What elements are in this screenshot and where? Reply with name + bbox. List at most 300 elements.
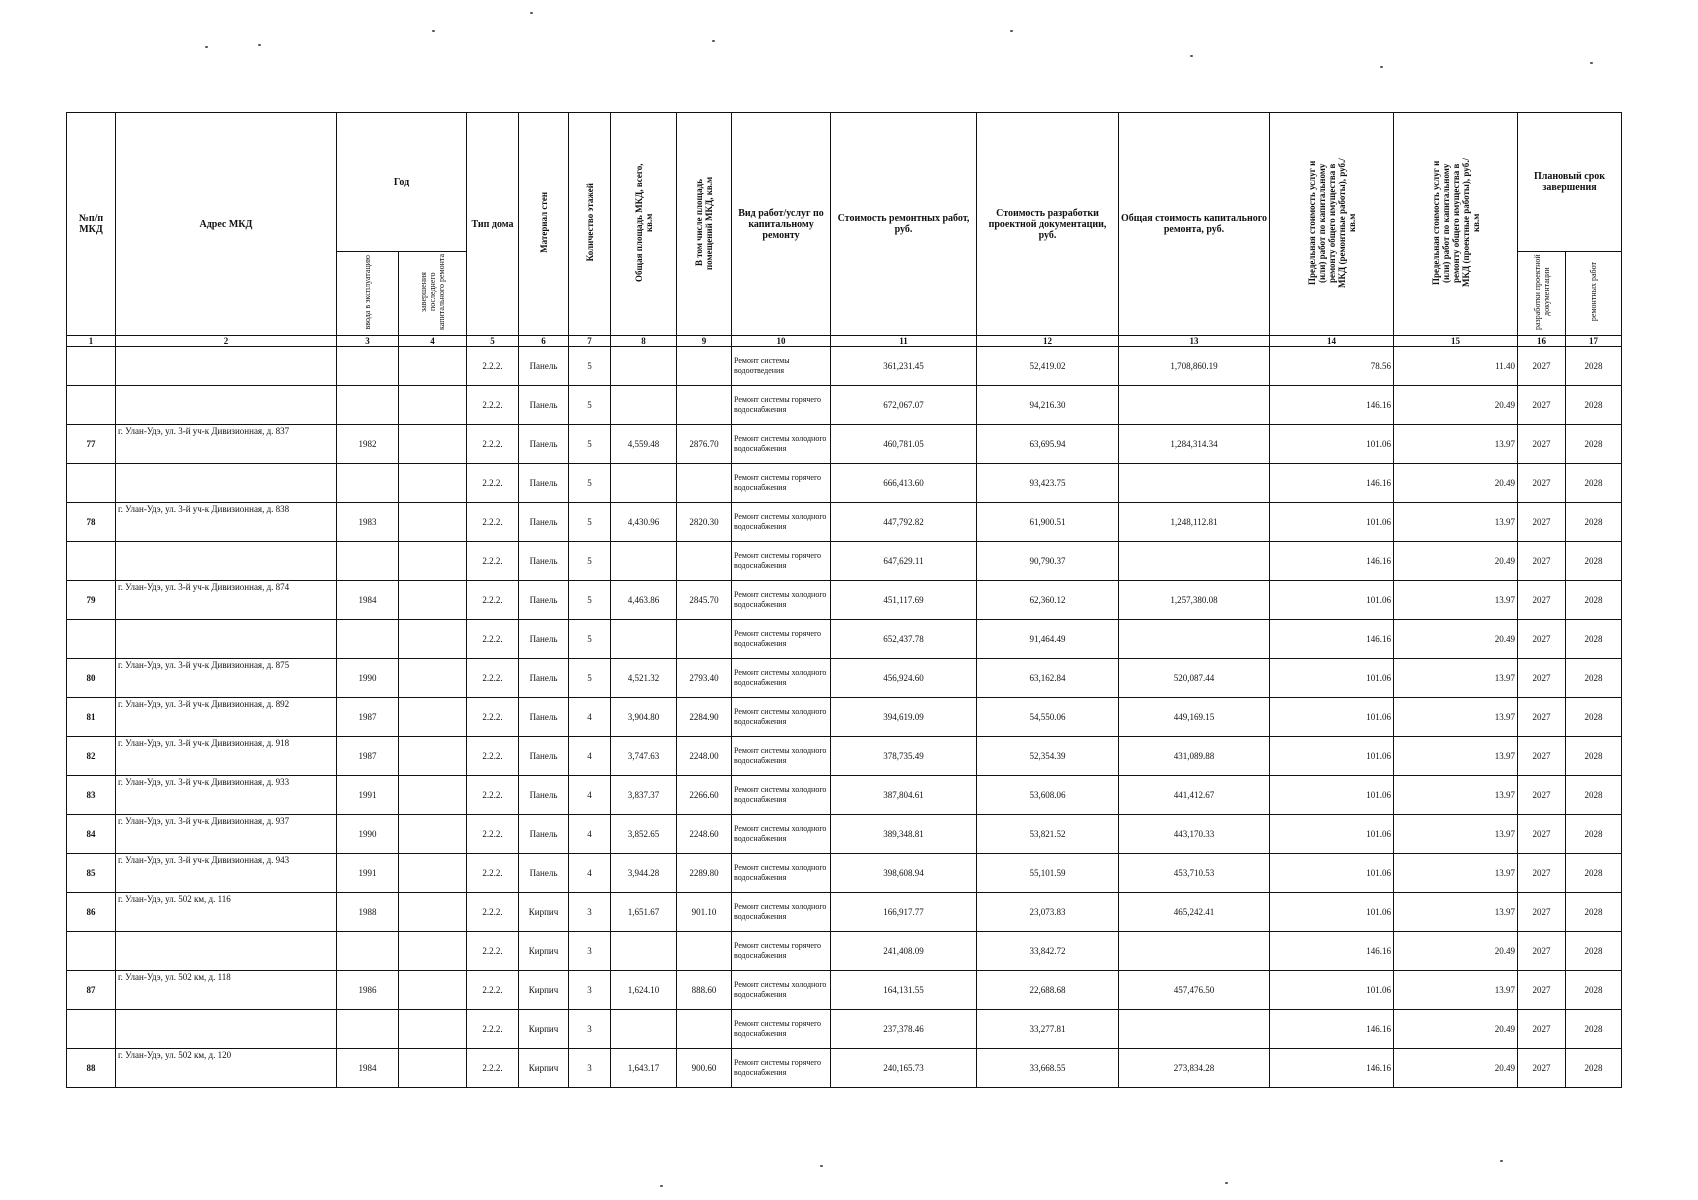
cell-year-last-repair: [399, 815, 467, 854]
scan-speck: [820, 1165, 823, 1167]
cell-address: [116, 1010, 337, 1049]
cell-address: г. Улан-Удэ, ул. 502 км, д. 118: [116, 971, 337, 1010]
cell-total-cost: 1,708,860.19: [1119, 347, 1270, 386]
cell-num: 84: [67, 815, 116, 854]
cell-work-type: Ремонт системы горячего водоснабжения: [732, 620, 831, 659]
cell-repair-cost: 460,781.05: [831, 425, 977, 464]
cell-address: [116, 932, 337, 971]
cell-address: г. Улан-Удэ, ул. 3-й уч-к Дивизионная, д. 837: [116, 425, 337, 464]
cell-work-type: Ремонт системы холодного водоснабжения: [732, 815, 831, 854]
cell-work-type: Ремонт системы холодного водоснабжения: [732, 737, 831, 776]
cell-floors: 3: [569, 893, 611, 932]
cell-floors: 5: [569, 659, 611, 698]
cell-deadline-design: 2027: [1518, 347, 1566, 386]
cell-premises-area: [677, 464, 732, 503]
cell-total-cost: [1119, 620, 1270, 659]
cell-house-type: 2.2.2.: [467, 425, 519, 464]
cell-work-type: Ремонт системы холодного водоснабжения: [732, 503, 831, 542]
cell-deadline-design: 2027: [1518, 581, 1566, 620]
cell-design-cost: 55,101.59: [977, 854, 1119, 893]
cell-total-area: 1,651.67: [611, 893, 677, 932]
table-row: [67, 698, 1622, 737]
cell-num: 85: [67, 854, 116, 893]
cell-total-cost: 465,242.41: [1119, 893, 1270, 932]
cell-work-type: Ремонт системы холодного водоснабжения: [732, 971, 831, 1010]
cell-num: 81: [67, 698, 116, 737]
cell-year-last-repair: [399, 581, 467, 620]
scan-speck: [432, 30, 435, 32]
cell-house-type: 2.2.2.: [467, 815, 519, 854]
cell-deadline-design: 2027: [1518, 737, 1566, 776]
cell-year-commission: 1986: [337, 971, 399, 1010]
cell-repair-cost: 237,378.46: [831, 1010, 977, 1049]
cell-design-cost: 52,354.39: [977, 737, 1119, 776]
cell-floors: 5: [569, 464, 611, 503]
cell-deadline-design: 2027: [1518, 698, 1566, 737]
column-number: 15: [1394, 336, 1518, 347]
header-limit-design-text: Предельная стоимость услуг и (или) работ по капитальному ремонту общего имущества в МКД (проектные работы), руб./кв.м: [1430, 158, 1481, 287]
cell-deadline-design: 2027: [1518, 464, 1566, 503]
cell-wall-material: Панель: [519, 503, 569, 542]
cell-repair-cost: 666,413.60: [831, 464, 977, 503]
cell-repair-cost: 361,231.45: [831, 347, 977, 386]
table-body: [67, 347, 1622, 1088]
cell-limit-repair: 146.16: [1270, 620, 1394, 659]
column-number: 6: [519, 336, 569, 347]
cell-limit-repair: 146.16: [1270, 464, 1394, 503]
header-floors: [569, 113, 611, 336]
cell-total-area: 3,904.80: [611, 698, 677, 737]
cell-repair-cost: 387,804.61: [831, 776, 977, 815]
cell-total-area: 4,521.32: [611, 659, 677, 698]
cell-design-cost: 63,162.84: [977, 659, 1119, 698]
cell-limit-repair: 101.06: [1270, 815, 1394, 854]
cell-total-cost: [1119, 932, 1270, 971]
cell-wall-material: Панель: [519, 386, 569, 425]
cell-wall-material: Панель: [519, 347, 569, 386]
header-address: Адрес МКД: [116, 113, 337, 336]
cell-address: г. Улан-Удэ, ул. 3-й уч-к Дивизионная, д. 892: [116, 698, 337, 737]
subheader-deadline-works-text: ремонтных работ: [1589, 262, 1599, 322]
cell-deadline-design: 2027: [1518, 1049, 1566, 1088]
cell-floors: 4: [569, 776, 611, 815]
cell-house-type: 2.2.2.: [467, 542, 519, 581]
table-row: [67, 1049, 1622, 1088]
header-total-cost: Общая стоимость капитального ремонта, руб.: [1119, 113, 1270, 336]
cell-total-area: [611, 386, 677, 425]
column-number: 8: [611, 336, 677, 347]
scan-speck: [1190, 55, 1193, 57]
subheader-year-commission-text: ввода в эксплуатацию: [363, 254, 372, 330]
column-number: 9: [677, 336, 732, 347]
cell-limit-repair: 78.56: [1270, 347, 1394, 386]
cell-deadline-design: 2027: [1518, 503, 1566, 542]
cell-design-cost: 23,073.83: [977, 893, 1119, 932]
cell-work-type: Ремонт системы холодного водоснабжения: [732, 659, 831, 698]
cell-total-area: 4,559.48: [611, 425, 677, 464]
cell-deadline-works: 2028: [1566, 698, 1622, 737]
cell-year-last-repair: [399, 620, 467, 659]
cell-repair-cost: 652,437.78: [831, 620, 977, 659]
cell-total-area: 3,944.28: [611, 854, 677, 893]
cell-deadline-design: 2027: [1518, 386, 1566, 425]
cell-year-commission: 1987: [337, 737, 399, 776]
cell-total-area: 4,430.96: [611, 503, 677, 542]
header-year: Год: [337, 113, 467, 252]
cell-limit-design: 13.97: [1394, 659, 1518, 698]
scan-speck: [712, 40, 715, 42]
cell-premises-area: 900.60: [677, 1049, 732, 1088]
cell-design-cost: 52,419.02: [977, 347, 1119, 386]
table-row: [67, 542, 1622, 581]
cell-limit-design: 13.97: [1394, 581, 1518, 620]
cell-year-last-repair: [399, 503, 467, 542]
cell-total-cost: 1,284,314.34: [1119, 425, 1270, 464]
header-design-cost: Стоимость разработки проектной документации, руб.: [977, 113, 1119, 336]
column-number: 4: [399, 336, 467, 347]
cell-floors: 4: [569, 854, 611, 893]
cell-repair-cost: 389,348.81: [831, 815, 977, 854]
cell-design-cost: 94,216.30: [977, 386, 1119, 425]
cell-year-last-repair: [399, 425, 467, 464]
cell-total-cost: 431,089.88: [1119, 737, 1270, 776]
cell-design-cost: 91,464.49: [977, 620, 1119, 659]
cell-year-last-repair: [399, 737, 467, 776]
cell-deadline-works: 2028: [1566, 503, 1622, 542]
cell-total-area: 3,852.65: [611, 815, 677, 854]
cell-total-area: 1,624.10: [611, 971, 677, 1010]
cell-deadline-works: 2028: [1566, 386, 1622, 425]
cell-limit-design: 11.40: [1394, 347, 1518, 386]
cell-num: 80: [67, 659, 116, 698]
header-total-area-text: Общая площадь МКД, всего, кв.м: [633, 163, 654, 282]
cell-total-cost: 1,257,380.08: [1119, 581, 1270, 620]
cell-limit-repair: 146.16: [1270, 542, 1394, 581]
cell-num: [67, 464, 116, 503]
cell-limit-design: 13.97: [1394, 737, 1518, 776]
table-row: [67, 737, 1622, 776]
cell-deadline-works: 2028: [1566, 815, 1622, 854]
cell-house-type: 2.2.2.: [467, 1049, 519, 1088]
cell-premises-area: [677, 542, 732, 581]
cell-year-commission: [337, 542, 399, 581]
cell-year-last-repair: [399, 932, 467, 971]
header-floors-text: Количество этажей: [584, 183, 595, 262]
cell-num: 86: [67, 893, 116, 932]
cell-total-area: 3,837.37: [611, 776, 677, 815]
cell-deadline-works: 2028: [1566, 776, 1622, 815]
cell-repair-cost: 447,792.82: [831, 503, 977, 542]
cell-deadline-works: 2028: [1566, 932, 1622, 971]
cell-deadline-works: 2028: [1566, 971, 1622, 1010]
cell-total-cost: 520,087.44: [1119, 659, 1270, 698]
cell-deadline-design: 2027: [1518, 542, 1566, 581]
cell-wall-material: Панель: [519, 776, 569, 815]
cell-repair-cost: 672,067.07: [831, 386, 977, 425]
table-row: [67, 464, 1622, 503]
cell-premises-area: [677, 1010, 732, 1049]
cell-total-area: 1,643.17: [611, 1049, 677, 1088]
cell-house-type: 2.2.2.: [467, 581, 519, 620]
header-wall-material: [519, 113, 569, 336]
cell-year-last-repair: [399, 386, 467, 425]
table-row: [67, 347, 1622, 386]
cell-house-type: 2.2.2.: [467, 971, 519, 1010]
cell-year-last-repair: [399, 1010, 467, 1049]
cell-work-type: Ремонт системы холодного водоснабжения: [732, 893, 831, 932]
cell-deadline-design: 2027: [1518, 893, 1566, 932]
cell-design-cost: 54,550.06: [977, 698, 1119, 737]
cell-year-commission: 1982: [337, 425, 399, 464]
cell-year-last-repair: [399, 464, 467, 503]
cell-year-commission: 1984: [337, 581, 399, 620]
cell-limit-design: 13.97: [1394, 425, 1518, 464]
scan-speck: [1225, 1182, 1228, 1184]
cell-deadline-design: 2027: [1518, 776, 1566, 815]
table-row: [67, 386, 1622, 425]
cell-house-type: 2.2.2.: [467, 659, 519, 698]
cell-year-commission: [337, 620, 399, 659]
cell-address: [116, 347, 337, 386]
cell-house-type: 2.2.2.: [467, 347, 519, 386]
cell-total-cost: 457,476.50: [1119, 971, 1270, 1010]
cell-year-commission: 1991: [337, 854, 399, 893]
cell-year-commission: 1991: [337, 776, 399, 815]
cell-num: [67, 1010, 116, 1049]
header-repair-cost: Стоимость ремонтных работ, руб.: [831, 113, 977, 336]
table-row: [67, 659, 1622, 698]
cell-work-type: Ремонт системы горячего водоснабжения: [732, 464, 831, 503]
scan-speck: [1010, 30, 1013, 32]
column-number: 1: [67, 336, 116, 347]
cell-design-cost: 53,821.52: [977, 815, 1119, 854]
cell-num: [67, 542, 116, 581]
cell-wall-material: Панель: [519, 659, 569, 698]
cell-year-commission: [337, 347, 399, 386]
cell-work-type: Ремонт системы горячего водоснабжения: [732, 1049, 831, 1088]
header-limit-repair-text: Предельная стоимость услуг и (или) работ по капитальному ремонту общего имущества в МКД (ремонтные работы), руб./кв.м: [1306, 157, 1357, 288]
cell-floors: 4: [569, 698, 611, 737]
cell-deadline-design: 2027: [1518, 815, 1566, 854]
cell-premises-area: [677, 932, 732, 971]
cell-work-type: Ремонт системы горячего водоснабжения: [732, 542, 831, 581]
scan-speck: [258, 44, 261, 46]
cell-total-area: [611, 932, 677, 971]
cell-premises-area: 2248.00: [677, 737, 732, 776]
cell-year-commission: 1990: [337, 815, 399, 854]
cell-floors: 5: [569, 425, 611, 464]
cell-premises-area: 901.10: [677, 893, 732, 932]
column-number: 12: [977, 336, 1119, 347]
cell-repair-cost: 394,619.09: [831, 698, 977, 737]
cell-repair-cost: 647,629.11: [831, 542, 977, 581]
cell-address: г. Улан-Удэ, ул. 3-й уч-к Дивизионная, д. 874: [116, 581, 337, 620]
cell-repair-cost: 451,117.69: [831, 581, 977, 620]
cell-work-type: Ремонт системы холодного водоснабжения: [732, 581, 831, 620]
cell-num: [67, 347, 116, 386]
scan-speck: [1380, 66, 1383, 68]
subheader-year-last-repair-text: завершения последнего капитального ремонта: [419, 253, 446, 331]
cell-deadline-design: 2027: [1518, 1010, 1566, 1049]
cell-premises-area: 888.60: [677, 971, 732, 1010]
cell-premises-area: 2284.90: [677, 698, 732, 737]
cell-year-last-repair: [399, 698, 467, 737]
table-row: [67, 776, 1622, 815]
cell-year-commission: [337, 386, 399, 425]
cell-limit-design: 20.49: [1394, 1049, 1518, 1088]
cell-year-commission: [337, 932, 399, 971]
cell-floors: 3: [569, 1049, 611, 1088]
cell-wall-material: Панель: [519, 854, 569, 893]
cell-limit-design: 20.49: [1394, 932, 1518, 971]
cell-floors: 5: [569, 503, 611, 542]
scan-speck: [660, 1185, 663, 1187]
cell-floors: 5: [569, 386, 611, 425]
cell-year-commission: 1987: [337, 698, 399, 737]
table-row: [67, 503, 1622, 542]
cell-limit-repair: 101.06: [1270, 854, 1394, 893]
cell-house-type: 2.2.2.: [467, 854, 519, 893]
cell-limit-repair: 101.06: [1270, 659, 1394, 698]
cell-num: 82: [67, 737, 116, 776]
cell-work-type: Ремонт системы холодного водоснабжения: [732, 854, 831, 893]
cell-design-cost: 33,668.55: [977, 1049, 1119, 1088]
cell-year-commission: 1983: [337, 503, 399, 542]
cell-floors: 3: [569, 932, 611, 971]
cell-premises-area: 2820.30: [677, 503, 732, 542]
cell-address: г. Улан-Удэ, ул. 3-й уч-к Дивизионная, д. 918: [116, 737, 337, 776]
cell-address: г. Улан-Удэ, ул. 3-й уч-к Дивизионная, д. 875: [116, 659, 337, 698]
cell-address: г. Улан-Удэ, ул. 502 км, д. 116: [116, 893, 337, 932]
cell-floors: 5: [569, 620, 611, 659]
cell-num: 77: [67, 425, 116, 464]
cell-work-type: Ремонт системы горячего водоснабжения: [732, 386, 831, 425]
cell-house-type: 2.2.2.: [467, 893, 519, 932]
cell-work-type: Ремонт системы холодного водоснабжения: [732, 698, 831, 737]
cell-floors: 3: [569, 971, 611, 1010]
cell-year-last-repair: [399, 971, 467, 1010]
cell-year-last-repair: [399, 1049, 467, 1088]
cell-deadline-works: 2028: [1566, 659, 1622, 698]
cell-deadline-design: 2027: [1518, 620, 1566, 659]
cell-limit-design: 13.97: [1394, 854, 1518, 893]
cell-total-cost: 443,170.33: [1119, 815, 1270, 854]
cell-limit-repair: 101.06: [1270, 425, 1394, 464]
cell-repair-cost: 456,924.60: [831, 659, 977, 698]
cell-floors: 3: [569, 1010, 611, 1049]
cell-total-cost: 453,710.53: [1119, 854, 1270, 893]
cell-num: 79: [67, 581, 116, 620]
cell-total-area: 3,747.63: [611, 737, 677, 776]
cell-address: [116, 542, 337, 581]
cell-total-cost: 441,412.67: [1119, 776, 1270, 815]
cell-limit-design: 13.97: [1394, 971, 1518, 1010]
cell-wall-material: Кирпич: [519, 971, 569, 1010]
header-limit-design: [1394, 113, 1518, 336]
cell-wall-material: Панель: [519, 464, 569, 503]
cell-address: [116, 386, 337, 425]
cell-deadline-works: 2028: [1566, 347, 1622, 386]
cell-design-cost: 93,423.75: [977, 464, 1119, 503]
cell-limit-repair: 146.16: [1270, 386, 1394, 425]
cell-design-cost: 22,688.68: [977, 971, 1119, 1010]
cell-num: 78: [67, 503, 116, 542]
cell-wall-material: Кирпич: [519, 893, 569, 932]
subheader-deadline-design-text: разработки проектной документации: [1532, 254, 1551, 330]
cell-address: г. Улан-Удэ, ул. 3-й уч-к Дивизионная, д. 933: [116, 776, 337, 815]
header-wall-material-text: Материал стен: [538, 192, 549, 253]
header-limit-repair: [1270, 113, 1394, 336]
cell-total-area: 4,463.86: [611, 581, 677, 620]
cell-total-area: [611, 347, 677, 386]
cell-deadline-works: 2028: [1566, 581, 1622, 620]
column-number: 14: [1270, 336, 1394, 347]
cell-limit-repair: 146.16: [1270, 1010, 1394, 1049]
cell-wall-material: Панель: [519, 620, 569, 659]
cell-deadline-design: 2027: [1518, 659, 1566, 698]
cell-limit-repair: 101.06: [1270, 971, 1394, 1010]
header-total-area: [611, 113, 677, 336]
cell-limit-repair: 101.06: [1270, 776, 1394, 815]
cell-floors: 5: [569, 581, 611, 620]
cell-house-type: 2.2.2.: [467, 386, 519, 425]
cell-deadline-works: 2028: [1566, 620, 1622, 659]
cell-repair-cost: 241,408.09: [831, 932, 977, 971]
cell-floors: 5: [569, 347, 611, 386]
cell-year-commission: [337, 464, 399, 503]
cell-work-type: Ремонт системы горячего водоснабжения: [732, 932, 831, 971]
cell-num: [67, 932, 116, 971]
cell-deadline-works: 2028: [1566, 854, 1622, 893]
cell-design-cost: 63,695.94: [977, 425, 1119, 464]
cell-total-cost: [1119, 464, 1270, 503]
cell-wall-material: Панель: [519, 425, 569, 464]
column-number: 3: [337, 336, 399, 347]
cell-address: [116, 620, 337, 659]
table-row: [67, 932, 1622, 971]
cell-deadline-works: 2028: [1566, 464, 1622, 503]
cell-total-cost: 449,169.15: [1119, 698, 1270, 737]
cell-total-cost: [1119, 1010, 1270, 1049]
subheader-deadline-design: [1518, 252, 1566, 336]
subheader-deadline-works: [1566, 252, 1622, 336]
scan-speck: [1590, 62, 1593, 64]
subheader-year-commission: [337, 252, 399, 336]
cell-num: [67, 386, 116, 425]
cell-deadline-works: 2028: [1566, 737, 1622, 776]
cell-wall-material: Кирпич: [519, 932, 569, 971]
cell-total-cost: [1119, 386, 1270, 425]
cell-house-type: 2.2.2.: [467, 737, 519, 776]
table-row: [67, 425, 1622, 464]
cell-premises-area: 2289.80: [677, 854, 732, 893]
cell-num: 83: [67, 776, 116, 815]
cell-year-last-repair: [399, 854, 467, 893]
cell-house-type: 2.2.2.: [467, 698, 519, 737]
header-premises-area: [677, 113, 732, 336]
scan-speck: [205, 46, 208, 48]
cell-floors: 4: [569, 815, 611, 854]
scan-speck: [1500, 1160, 1503, 1162]
cell-design-cost: 53,608.06: [977, 776, 1119, 815]
cell-work-type: Ремонт системы горячего водоснабжения: [732, 1010, 831, 1049]
cell-work-type: Ремонт системы холодного водоснабжения: [732, 776, 831, 815]
cell-total-area: [611, 1010, 677, 1049]
cell-address: [116, 464, 337, 503]
table-row: [67, 581, 1622, 620]
cell-total-cost: 273,834.28: [1119, 1049, 1270, 1088]
cell-repair-cost: 166,917.77: [831, 893, 977, 932]
